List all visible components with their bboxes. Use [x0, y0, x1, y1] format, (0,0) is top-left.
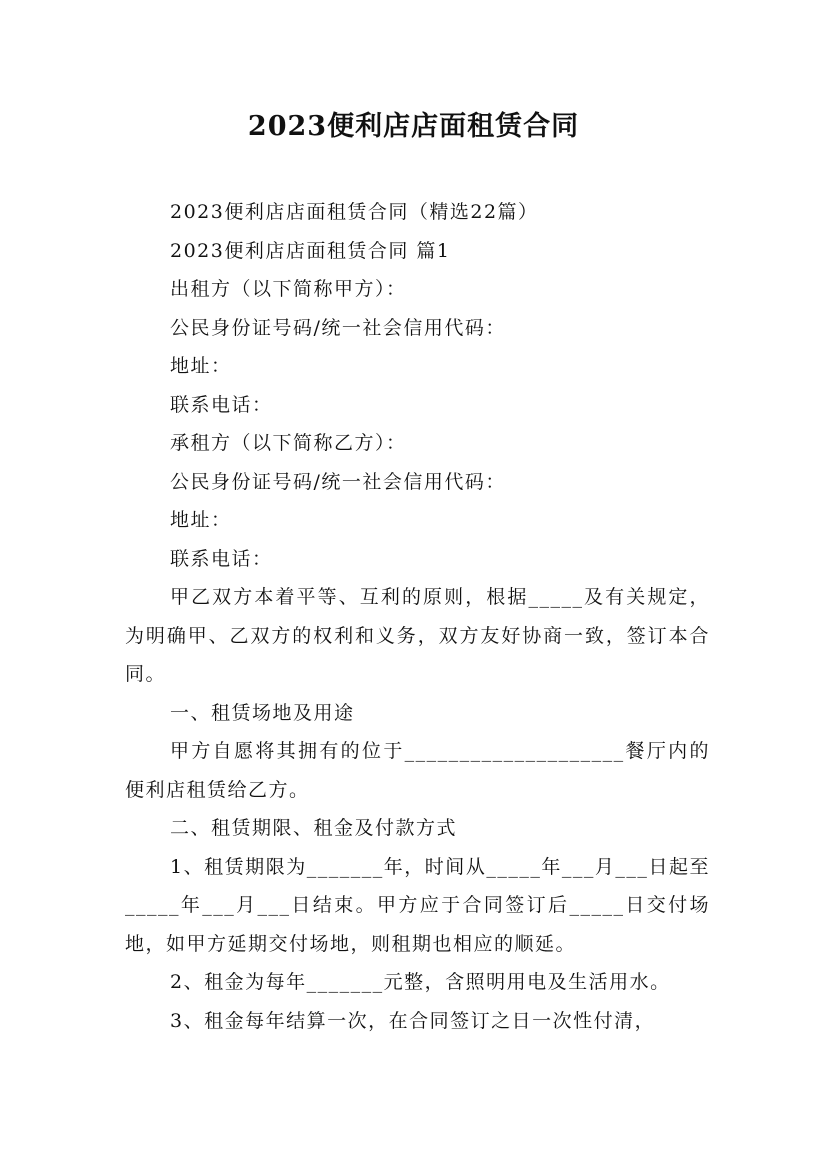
- paragraph-clause-1-body: 甲方自愿将其拥有的位于____________________餐厅内的便利店租赁给乙方。: [125, 740, 710, 801]
- paragraph-lessor-phone: 联系电话：: [170, 393, 273, 416]
- document-title: 2023便利店店面租赁合同: [247, 111, 580, 142]
- paragraph-subtitle: 2023便利店店面租赁合同（精选22篇）: [170, 201, 539, 223]
- paragraph-lessee-address: 地址：: [170, 509, 232, 531]
- paragraph-section-heading: 2023便利店店面租赁合同 篇1: [170, 239, 451, 262]
- document-body: [125, 193, 710, 1040]
- paragraph-lessor-id: 公民身份证号码/统一社会信用代码：: [170, 316, 506, 339]
- paragraph-lessee-id: 公民身份证号码/统一社会信用代码：: [170, 470, 506, 493]
- paragraph-lessee-phone: 联系电话：: [170, 547, 273, 570]
- paragraph-clause-2-item-3: 3、租金每年结算一次，在合同签订之日一次性付清，: [170, 1009, 656, 1032]
- paragraph-clause-2-item-2: 2、租金为每年_______元整，含照明用电及生活用水。: [170, 971, 671, 993]
- paragraph-lessee: 承租方（以下简称乙方）：: [170, 432, 407, 454]
- paragraph-clause-2-heading: 二、租赁期限、租金及付款方式: [170, 817, 458, 839]
- paragraph-clause-1-heading: 一、租赁场地及用途: [170, 701, 355, 724]
- paragraph-lessor: 出租方（以下简称甲方）：: [170, 278, 407, 300]
- paragraph-clause-2-item-1: 1、租赁期限为_______年，时间从_____年___月___日起至_____年___月___日结束。甲方应于合同签订后_____日交付场地，如甲方延期交付场地，则租期也相应的顺延。: [125, 855, 710, 955]
- paragraph-lessor-address: 地址：: [170, 355, 232, 377]
- paragraph-preamble: 甲乙双方本着平等、互利的原则，根据_____及有关规定，为明确甲、乙双方的权利和义务，双方友好协商一致，签订本合同。: [125, 586, 710, 685]
